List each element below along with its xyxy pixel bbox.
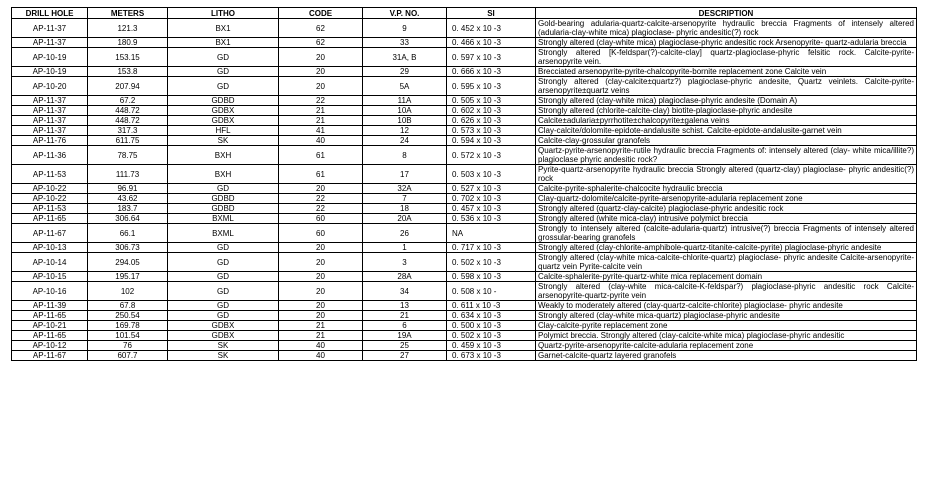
cell-litho: BXH (168, 165, 279, 184)
cell-code: 20 (279, 311, 363, 321)
cell-vp-no: 24 (363, 136, 447, 146)
cell-drill-hole: AP-11-53 (12, 204, 88, 214)
cell-si: 0. 611 x 10 -3 (447, 301, 536, 311)
cell-code: 41 (279, 126, 363, 136)
cell-litho: SK (168, 351, 279, 361)
cell-meters: 183.7 (88, 204, 168, 214)
cell-litho: GDBX (168, 116, 279, 126)
cell-si: 0. 572 x 10 -3 (447, 146, 536, 165)
cell-si: 0. 673 x 10 -3 (447, 351, 536, 361)
table-row (12, 282, 917, 301)
cell-vp-no: 10B (363, 116, 447, 126)
cell-code: 21 (279, 106, 363, 116)
cell-vp-no: 6 (363, 321, 447, 331)
cell-vp-no: 31A, B (363, 48, 447, 67)
cell-meters: 101.54 (88, 331, 168, 341)
cell-litho: GDBD (168, 194, 279, 204)
cell-code: 20 (279, 67, 363, 77)
cell-vp-no: 19A (363, 331, 447, 341)
table-row (12, 301, 917, 311)
cell-si: NA (447, 224, 536, 243)
cell-litho: GD (168, 243, 279, 253)
cell-description: Strongly altered (clay-white mica) plagioclase-phyric andesite (Domain A) (536, 96, 917, 106)
cell-description: Quartz-pyrite-arsenopyrite-calcite-adularia replacement zone (536, 341, 917, 351)
table-row (12, 19, 917, 38)
table-row (12, 48, 917, 67)
cell-code: 40 (279, 341, 363, 351)
cell-description: Strongly altered (quartz-clay-calcite) plagioclase-phyric andesitic rock (536, 204, 917, 214)
cell-drill-hole: AP-11-37 (12, 19, 88, 38)
cell-meters: 294.05 (88, 253, 168, 272)
cell-code: 20 (279, 282, 363, 301)
cell-vp-no: 34 (363, 282, 447, 301)
cell-si: 0. 527 x 10 -3 (447, 184, 536, 194)
cell-description: Calcite-sphalerite-pyrite-quartz-white mica replacement domain (536, 272, 917, 282)
table-row (12, 38, 917, 48)
cell-si: 0. 717 x 10 -3 (447, 243, 536, 253)
cell-drill-hole: AP-10-22 (12, 184, 88, 194)
cell-vp-no: 1 (363, 243, 447, 253)
cell-drill-hole: AP-10-12 (12, 341, 88, 351)
cell-vp-no: 27 (363, 351, 447, 361)
cell-description: Strongly altered (clay-white mica-calcite-chlorite-quartz) plagioclase- phyric andesite Calcite-arsenopyrite-quartz vein Pyrite-calcite vein (536, 253, 917, 272)
cell-description: Strongly altered (clay-white mica-calcite-K-feldspar?) plagioclase-phyric andesitic rock Calcite-arsenopyrite-quartz-pyrite vein (536, 282, 917, 301)
cell-si: 0. 595 x 10 -3 (447, 77, 536, 96)
cell-vp-no: 10A (363, 106, 447, 116)
cell-litho: GDBX (168, 321, 279, 331)
table-row (12, 351, 917, 361)
cell-litho: BXML (168, 224, 279, 243)
cell-code: 20 (279, 253, 363, 272)
cell-si: 0. 502 x 10 -3 (447, 331, 536, 341)
cell-si: 0. 502 x 10 -3 (447, 253, 536, 272)
cell-code: 20 (279, 48, 363, 67)
cell-drill-hole: AP-11-53 (12, 165, 88, 184)
cell-vp-no: 13 (363, 301, 447, 311)
table-row (12, 165, 917, 184)
cell-description: Quartz-pyrite-arsenopyrite-rutile hydraulic breccia Fragments of: intensely altered (clay- white mica/illite?) plagioclase phyric andesitic rock? (536, 146, 917, 165)
cell-litho: GD (168, 253, 279, 272)
table-row (12, 194, 917, 204)
cell-si: 0. 634 x 10 -3 (447, 311, 536, 321)
cell-si: 0. 597 x 10 -3 (447, 48, 536, 67)
cell-description: Calcite-pyrite-sphalerite-chalcocite hydraulic breccia (536, 184, 917, 194)
cell-code: 61 (279, 165, 363, 184)
cell-vp-no: 3 (363, 253, 447, 272)
cell-description: Calcite-clay-grossular granofels (536, 136, 917, 146)
table-row (12, 224, 917, 243)
cell-vp-no: 32A (363, 184, 447, 194)
cell-description: Strongly altered (clay-chlorite-amphibole-quartz-titanite-calcite-pyrite) plagioclase-phyric andesite (536, 243, 917, 253)
cell-si: 0. 500 x 10 -3 (447, 321, 536, 331)
cell-meters: 76 (88, 341, 168, 351)
cell-description: Strongly altered (clay-white mica-quartz) plagioclase-phyric andesite (536, 311, 917, 321)
cell-litho: GD (168, 282, 279, 301)
cell-description: Strongly altered (white mica-clay) intrusive polymict breccia (536, 214, 917, 224)
cell-meters: 153.8 (88, 67, 168, 77)
cell-meters: 306.64 (88, 214, 168, 224)
cell-vp-no: 21 (363, 311, 447, 321)
cell-description: Calcite±adularia±pyrrhotite±chalcopyrite±galena veins (536, 116, 917, 126)
cell-si: 0. 598 x 10 -3 (447, 272, 536, 282)
cell-description: Pyrite-quartz-arsenopyrite hydraulic breccia Strongly altered (quartz-clay) plagioclase- phyric andesitic(?) rock (536, 165, 917, 184)
cell-code: 22 (279, 204, 363, 214)
cell-drill-hole: AP-11-76 (12, 136, 88, 146)
cell-meters: 67.8 (88, 301, 168, 311)
cell-si: 0. 459 x 10 -3 (447, 341, 536, 351)
cell-si: 0. 666 x 10 -3 (447, 67, 536, 77)
cell-code: 20 (279, 272, 363, 282)
cell-drill-hole: AP-10-21 (12, 321, 88, 331)
cell-litho: GDBX (168, 106, 279, 116)
table-row (12, 96, 917, 106)
cell-drill-hole: AP-11-37 (12, 116, 88, 126)
table-row (12, 184, 917, 194)
cell-code: 21 (279, 331, 363, 341)
cell-meters: 169.78 (88, 321, 168, 331)
cell-meters: 195.17 (88, 272, 168, 282)
cell-drill-hole: AP-11-37 (12, 96, 88, 106)
cell-code: 62 (279, 19, 363, 38)
cell-description: Strongly altered (clay-white mica) plagioclase-phyric andesitic rock Arsenopyrite- quartz-adularia breccia (536, 38, 917, 48)
cell-meters: 121.3 (88, 19, 168, 38)
cell-drill-hole: AP-10-15 (12, 272, 88, 282)
cell-meters: 67.2 (88, 96, 168, 106)
cell-meters: 111.73 (88, 165, 168, 184)
cell-litho: GDBD (168, 96, 279, 106)
cell-litho: GD (168, 301, 279, 311)
cell-code: 20 (279, 184, 363, 194)
table-row (12, 126, 917, 136)
cell-drill-hole: AP-11-67 (12, 224, 88, 243)
cell-meters: 66.1 (88, 224, 168, 243)
cell-litho: BX1 (168, 38, 279, 48)
cell-si: 0. 702 x 10 -3 (447, 194, 536, 204)
cell-meters: 317.3 (88, 126, 168, 136)
cell-meters: 207.94 (88, 77, 168, 96)
cell-si: 0. 602 x 10 -3 (447, 106, 536, 116)
cell-si: 0. 594 x 10 -3 (447, 136, 536, 146)
cell-description: Strongly altered [K-feldspar(?)-calcite-clay] quartz-plagioclase-phyric felsitic rock. Calcite-pyrite-arsenopyrite vein. (536, 48, 917, 67)
cell-description: Clay-calcite-pyrite replacement zone (536, 321, 917, 331)
cell-code: 40 (279, 136, 363, 146)
cell-drill-hole: AP-11-37 (12, 38, 88, 48)
cell-drill-hole: AP-11-67 (12, 351, 88, 361)
cell-litho: BXH (168, 146, 279, 165)
cell-description: Polymict breccia. Strongly altered (clay-calcite-white mica) plagioclase-phyric andesitic (536, 331, 917, 341)
cell-si: 0. 503 x 10 -3 (447, 165, 536, 184)
cell-code: 20 (279, 243, 363, 253)
table-row (12, 204, 917, 214)
cell-vp-no: 8 (363, 146, 447, 165)
cell-vp-no: 28A (363, 272, 447, 282)
cell-drill-hole: AP-11-36 (12, 146, 88, 165)
cell-drill-hole: AP-11-39 (12, 301, 88, 311)
cell-code: 21 (279, 116, 363, 126)
cell-code: 22 (279, 96, 363, 106)
cell-vp-no: 26 (363, 224, 447, 243)
cell-description: Brecciated arsenopyrite-pyrite-chalcopyrite-bornite replacement zone Calcite vein (536, 67, 917, 77)
cell-drill-hole: AP-10-16 (12, 282, 88, 301)
header-meters: METERS (88, 8, 168, 19)
cell-litho: SK (168, 341, 279, 351)
cell-vp-no: 25 (363, 341, 447, 351)
cell-si: 0. 505 x 10 -3 (447, 96, 536, 106)
cell-vp-no: 33 (363, 38, 447, 48)
header-code: CODE (279, 8, 363, 19)
cell-description: Strongly altered (clay-calcite±quartz?) plagioclase-phyric andesite, Quartz veinlets. Calcite-pyrite-arsenopyrite±quartz veins (536, 77, 917, 96)
header-litho: LITHO (168, 8, 279, 19)
table-row (12, 253, 917, 272)
cell-litho: SK (168, 136, 279, 146)
cell-code: 20 (279, 77, 363, 96)
cell-vp-no: 7 (363, 194, 447, 204)
cell-vp-no: 11A (363, 96, 447, 106)
drill-hole-table (11, 7, 917, 361)
cell-code: 61 (279, 146, 363, 165)
cell-meters: 306.73 (88, 243, 168, 253)
cell-vp-no: 18 (363, 204, 447, 214)
cell-vp-no: 9 (363, 19, 447, 38)
cell-description: Clay-calcite/dolomite-epidote-andalusite schist. Calcite-epidote-andalusite-garnet vein (536, 126, 917, 136)
table-row (12, 311, 917, 321)
cell-drill-hole: AP-10-20 (12, 77, 88, 96)
table-row (12, 77, 917, 96)
header-vp-no: V.P. NO. (363, 8, 447, 19)
cell-meters: 78.75 (88, 146, 168, 165)
cell-litho: GD (168, 67, 279, 77)
cell-vp-no: 17 (363, 165, 447, 184)
cell-meters: 448.72 (88, 116, 168, 126)
cell-si: 0. 626 x 10 -3 (447, 116, 536, 126)
cell-drill-hole: AP-11-65 (12, 214, 88, 224)
cell-code: 60 (279, 224, 363, 243)
table-row (12, 214, 917, 224)
cell-meters: 180.9 (88, 38, 168, 48)
header-drill-hole: DRILL HOLE (12, 8, 88, 19)
cell-si: 0. 573 x 10 -3 (447, 126, 536, 136)
cell-drill-hole: AP-11-65 (12, 311, 88, 321)
cell-si: 0. 457 x 10 -3 (447, 204, 536, 214)
cell-si: 0. 452 x 10 -3 (447, 19, 536, 38)
table-body (12, 19, 917, 361)
cell-vp-no: 5A (363, 77, 447, 96)
cell-si: 0. 466 x 10 -3 (447, 38, 536, 48)
cell-description: Strongly to intensely altered (calcite-adularia-quartz) intrusive(?) breccia Fragments of intensely altered grossular-bearing granofels (536, 224, 917, 243)
cell-si: 0. 508 x 10 - (447, 282, 536, 301)
cell-drill-hole: AP-10-19 (12, 48, 88, 67)
cell-litho: HFL (168, 126, 279, 136)
table-row (12, 331, 917, 341)
cell-description: Garnet-calcite-quartz layered granofels (536, 351, 917, 361)
cell-description: Clay-quartz-dolomite/calcite-pyrite-arsenopyrite-adularia replacement zone (536, 194, 917, 204)
cell-code: 20 (279, 301, 363, 311)
table-row (12, 136, 917, 146)
cell-drill-hole: AP-11-37 (12, 106, 88, 116)
cell-litho: GD (168, 77, 279, 96)
cell-code: 21 (279, 321, 363, 331)
cell-drill-hole: AP-11-37 (12, 126, 88, 136)
cell-description: Gold-bearing adularia-quartz-calcite-arsenopyrite hydraulic breccia Fragments of intensely altered (adularia-clay-white mica) plagioclase- phyric andesitic(?) rock (536, 19, 917, 38)
table-row (12, 243, 917, 253)
cell-code: 40 (279, 351, 363, 361)
table-header-row (12, 8, 917, 19)
cell-litho: GD (168, 311, 279, 321)
cell-meters: 448.72 (88, 106, 168, 116)
cell-meters: 611.75 (88, 136, 168, 146)
cell-meters: 153.15 (88, 48, 168, 67)
cell-drill-hole: AP-10-22 (12, 194, 88, 204)
cell-meters: 607.7 (88, 351, 168, 361)
cell-litho: GD (168, 48, 279, 67)
table-row (12, 146, 917, 165)
cell-meters: 102 (88, 282, 168, 301)
cell-drill-hole: AP-10-14 (12, 253, 88, 272)
cell-litho: GDBD (168, 204, 279, 214)
cell-meters: 250.54 (88, 311, 168, 321)
cell-code: 60 (279, 214, 363, 224)
cell-description: Strongly altered (chlorite-calcite-clay) biotite-plagioclase-phyric andesite (536, 106, 917, 116)
table-row (12, 106, 917, 116)
table-row (12, 341, 917, 351)
table-row (12, 321, 917, 331)
cell-si: 0. 536 x 10 -3 (447, 214, 536, 224)
cell-litho: GD (168, 272, 279, 282)
cell-meters: 43.62 (88, 194, 168, 204)
cell-litho: BXML (168, 214, 279, 224)
cell-code: 22 (279, 194, 363, 204)
cell-code: 62 (279, 38, 363, 48)
cell-vp-no: 29 (363, 67, 447, 77)
cell-vp-no: 20A (363, 214, 447, 224)
cell-vp-no: 12 (363, 126, 447, 136)
table-row (12, 116, 917, 126)
cell-litho: GDBX (168, 331, 279, 341)
header-description: DESCRIPTION (536, 8, 917, 19)
cell-meters: 96.91 (88, 184, 168, 194)
cell-drill-hole: AP-11-65 (12, 331, 88, 341)
table-row (12, 272, 917, 282)
cell-drill-hole: AP-10-13 (12, 243, 88, 253)
cell-litho: GD (168, 184, 279, 194)
table-row (12, 67, 917, 77)
cell-drill-hole: AP-10-19 (12, 67, 88, 77)
cell-description: Weakly to moderately altered (clay-quartz-calcite-chlorite) plagioclase- phyric andesite (536, 301, 917, 311)
header-si: SI (447, 8, 536, 19)
cell-litho: BX1 (168, 19, 279, 38)
